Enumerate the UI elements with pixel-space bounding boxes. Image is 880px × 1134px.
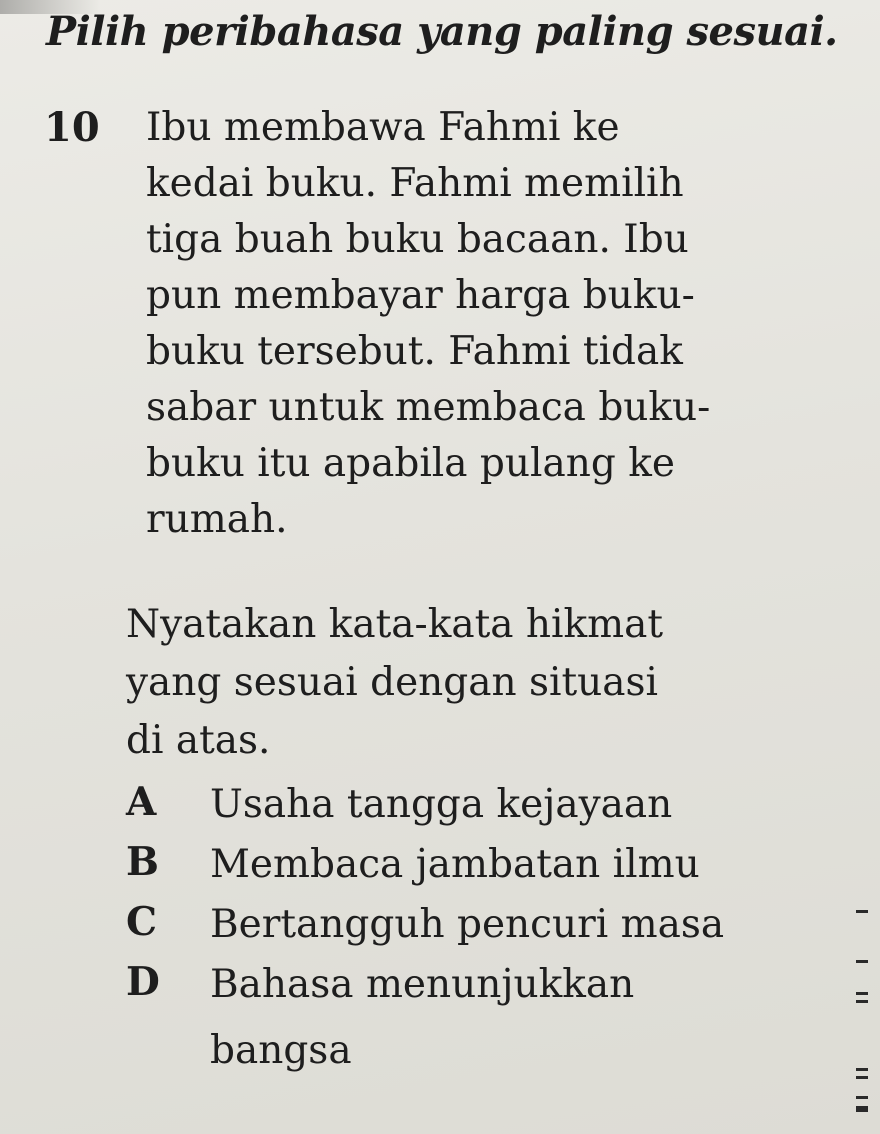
question-prompt	[126, 596, 846, 770]
stem-line: sabar untuk membaca buku-	[146, 385, 711, 430]
option-text-line: Usaha tangga kejayaan	[210, 782, 673, 827]
stem-line: rumah.	[146, 497, 288, 542]
option-c[interactable]	[126, 892, 846, 952]
option-letter: C	[126, 899, 158, 945]
option-letter: A	[126, 779, 157, 825]
option-text	[210, 832, 700, 898]
answer-options	[126, 772, 846, 1082]
question-number: 10	[44, 104, 100, 151]
option-text-line: Bahasa menunjukkan	[210, 962, 635, 1007]
option-a[interactable]	[126, 772, 846, 832]
binding-edge-marks	[856, 900, 870, 1130]
prompt-line: yang sesuai dengan situasi	[126, 660, 659, 705]
option-letter: B	[126, 839, 159, 885]
option-b[interactable]	[126, 832, 846, 892]
stem-line: tiga buah buku bacaan. Ibu	[146, 217, 689, 262]
stem-line: buku itu apabila pulang ke	[146, 441, 675, 486]
question-stem	[146, 100, 846, 548]
stem-line: buku tersebut. Fahmi tidak	[146, 329, 683, 374]
option-text-line: Bertangguh pencuri masa	[210, 902, 725, 947]
stem-line: pun membayar harga buku-	[146, 273, 695, 318]
option-text	[210, 952, 634, 1084]
option-text	[210, 772, 672, 838]
prompt-line: Nyatakan kata-kata hikmat	[126, 602, 664, 647]
option-letter: D	[126, 959, 160, 1005]
option-text-line: Membaca jambatan ilmu	[210, 842, 700, 887]
prompt-line: di atas.	[126, 718, 271, 763]
stem-line: kedai buku. Fahmi memilih	[146, 161, 684, 206]
option-text-line: bangsa	[210, 1028, 352, 1073]
stem-line: Ibu membawa Fahmi ke	[146, 105, 620, 150]
instruction-heading: Pilih peribahasa yang paling sesuai.	[46, 8, 838, 55]
option-text	[210, 892, 724, 958]
option-d[interactable]	[126, 952, 846, 1082]
